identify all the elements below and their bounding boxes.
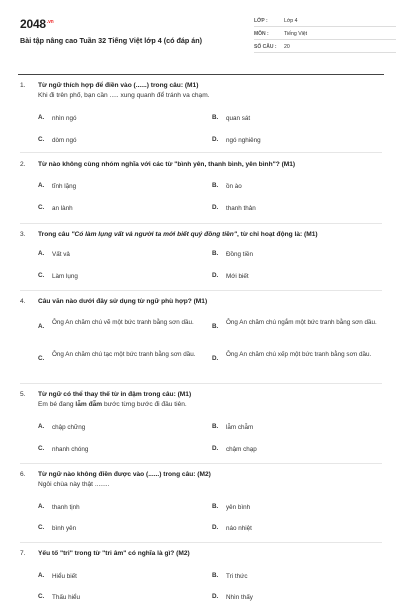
- option-key: C.: [38, 355, 45, 362]
- question-text: Từ ngữ nào không điền được vào (......) trong câu: (M2): [38, 471, 211, 478]
- question-line: [20, 231, 382, 238]
- option-b[interactable]: [212, 250, 376, 259]
- option-b[interactable]: [212, 423, 376, 432]
- question-number: 1.: [20, 82, 26, 89]
- option-key: A.: [38, 323, 45, 330]
- option-key: B.: [212, 503, 219, 510]
- option-text: ngó nghiêng: [226, 137, 261, 144]
- option-key: D.: [212, 355, 219, 362]
- question-7: [20, 550, 382, 557]
- meta-label: SỐ CÂU :: [254, 44, 277, 50]
- option-key: A.: [38, 182, 45, 189]
- option-key: C.: [38, 136, 45, 143]
- meta-value: Lớp 4: [284, 18, 298, 24]
- option-text: Tri thức: [226, 573, 248, 580]
- option-key: A.: [38, 250, 45, 257]
- question-divider: [20, 463, 382, 464]
- option-key: B.: [212, 423, 219, 430]
- option-key: B.: [212, 182, 219, 189]
- question-number: 3.: [20, 231, 26, 238]
- option-a[interactable]: [38, 114, 202, 123]
- option-key: C.: [38, 593, 45, 600]
- question-text-part: , từ chỉ hoạt động là: (M1): [236, 231, 318, 238]
- option-text: Ông An chăm chú xếp một bức tranh bằng sơn dầu.: [226, 351, 372, 358]
- question-text: Từ ngữ thích hợp để điền vào (......) trong câu: (M1): [38, 82, 199, 89]
- question-divider: [20, 152, 382, 153]
- question-line: [20, 550, 382, 557]
- option-b[interactable]: [212, 572, 376, 581]
- question-quote: "Có làm lụng vất vả người ta mới biết quý đồng tiền": [71, 231, 237, 238]
- question-text: Từ nào không cùng nhóm nghĩa với các từ "bình yên, thanh bình, yên bình"? (M1): [38, 161, 296, 168]
- option-d[interactable]: [212, 350, 386, 362]
- meta-value: Tiếng Việt: [284, 31, 308, 37]
- option-d[interactable]: [212, 204, 376, 213]
- sentence-part: Em bé đang: [38, 401, 76, 408]
- question-number: 5.: [20, 391, 26, 398]
- option-key: A.: [38, 114, 45, 121]
- option-text: Ông An chăm chú ngắm một bức tranh bằng sơn dầu.: [226, 319, 377, 326]
- option-text: nhanh chóng: [52, 446, 89, 453]
- option-text: quan sát: [226, 115, 251, 122]
- option-text: Ông An chăm chú vẽ một bức tranh bằng sơn dầu.: [52, 319, 194, 326]
- option-d[interactable]: [212, 445, 376, 454]
- option-c[interactable]: [38, 445, 202, 454]
- option-key: C.: [38, 524, 45, 531]
- question-number: 6.: [20, 471, 26, 478]
- option-a[interactable]: [38, 250, 202, 259]
- option-text: bình yên: [52, 525, 77, 532]
- question-4: [20, 298, 382, 305]
- header-separator: [18, 74, 384, 75]
- option-key: B.: [212, 323, 219, 330]
- option-key: D.: [212, 445, 219, 452]
- document-title: Bài tập nâng cao Tuần 32 Tiếng Việt lớp 4 (có đáp án): [20, 36, 203, 45]
- question-divider: [20, 383, 382, 384]
- option-text: dòm ngó: [52, 137, 77, 144]
- meta-row-count: [254, 42, 396, 53]
- option-c[interactable]: [38, 524, 202, 533]
- option-a[interactable]: [38, 503, 202, 512]
- option-d[interactable]: [212, 593, 376, 602]
- option-text: Mới biết: [226, 273, 249, 280]
- question-text: Yếu tố "tri" trong từ "tri âm" có nghĩa là gì? (M2): [38, 550, 190, 557]
- option-c[interactable]: [38, 593, 202, 602]
- question-line: [20, 298, 382, 305]
- option-a[interactable]: [38, 318, 212, 330]
- question-text: Câu văn nào dưới đây sử dụng từ ngữ phù hợp? (M1): [38, 298, 208, 305]
- question-number: 4.: [20, 298, 26, 305]
- option-d[interactable]: [212, 272, 376, 281]
- sentence-part: bước từng bước đi đầu tiên.: [102, 401, 187, 408]
- meta-row-grade: [254, 16, 396, 27]
- option-text: thanh tịnh: [52, 504, 80, 511]
- option-text: Thấu hiểu: [52, 594, 81, 601]
- option-key: D.: [212, 593, 219, 600]
- meta-row-subject: [254, 29, 396, 40]
- question-1: [20, 82, 382, 99]
- option-key: D.: [212, 272, 219, 279]
- option-text: nhìn ngó: [52, 115, 77, 122]
- sentence-highlight: lẫm đẫm: [75, 401, 103, 408]
- question-divider: [20, 223, 382, 224]
- option-text: yên bình: [226, 504, 251, 511]
- option-b[interactable]: [212, 182, 376, 191]
- option-d[interactable]: [212, 524, 376, 533]
- document-header: [18, 14, 384, 66]
- option-b[interactable]: [212, 503, 376, 512]
- option-key: B.: [212, 114, 219, 121]
- option-a[interactable]: [38, 572, 202, 581]
- option-text: Vất vả: [52, 251, 70, 258]
- option-key: A.: [38, 572, 45, 579]
- option-key: D.: [212, 136, 219, 143]
- option-key: B.: [212, 250, 219, 257]
- question-line: [20, 161, 382, 168]
- option-text: tĩnh lặng: [52, 183, 77, 190]
- option-c[interactable]: [38, 350, 212, 362]
- option-text: chậm chạp: [226, 446, 257, 453]
- question-text: Từ ngữ có thể thay thế từ in đậm trong câu: (M1): [38, 391, 192, 398]
- question-text: [38, 231, 318, 238]
- site-logo[interactable]: [20, 17, 54, 31]
- question-6: [20, 471, 382, 488]
- meta-info: [254, 16, 396, 55]
- option-b[interactable]: [212, 114, 376, 123]
- option-text: an lành: [52, 205, 73, 212]
- question-sentence: Khi đi trên phố, bạn cần ..... xung quanh để tránh va chạm.: [38, 92, 210, 99]
- option-text: Hiểu biết: [52, 573, 77, 580]
- question-5: [20, 391, 382, 408]
- option-text: chập chững: [52, 424, 86, 431]
- option-text: Đồng tiền: [226, 251, 253, 258]
- question-number: 7.: [20, 550, 26, 557]
- option-a[interactable]: [38, 182, 202, 191]
- question-sentence: [20, 401, 382, 408]
- option-key: B.: [212, 572, 219, 579]
- option-key: D.: [212, 204, 219, 211]
- option-a[interactable]: [38, 423, 202, 432]
- option-key: A.: [38, 423, 45, 430]
- question-divider: [20, 542, 382, 543]
- option-text: Nhìn thấy: [226, 594, 253, 601]
- option-text: lẫm chẫm: [226, 424, 254, 431]
- option-c[interactable]: [38, 136, 202, 145]
- question-2: [20, 161, 382, 168]
- logo-suffix: .vn: [46, 19, 54, 25]
- option-d[interactable]: [212, 136, 376, 145]
- option-text: Làm lụng: [52, 273, 78, 280]
- option-key: C.: [38, 204, 45, 211]
- option-c[interactable]: [38, 204, 202, 213]
- meta-label: MÔN :: [254, 31, 269, 37]
- question-line: [20, 391, 382, 398]
- question-line: [20, 471, 382, 478]
- meta-label: LỚP :: [254, 18, 268, 24]
- option-key: D.: [212, 524, 219, 531]
- question-line: [20, 82, 382, 89]
- option-key: C.: [38, 445, 45, 452]
- option-text: náo nhiệt: [226, 525, 252, 532]
- option-text: ồn ào: [226, 183, 242, 190]
- option-b[interactable]: [212, 318, 386, 330]
- option-key: C.: [38, 272, 45, 279]
- option-text: thanh thản: [226, 205, 256, 212]
- question-divider: [20, 290, 382, 291]
- option-key: A.: [38, 503, 45, 510]
- question-3: [20, 231, 382, 238]
- question-sentence: Ngôi chùa này thật ........: [38, 481, 110, 488]
- option-text: Ông An chăm chú tạc một bức tranh bằng sơn dầu.: [52, 351, 196, 358]
- meta-value: 20: [284, 44, 290, 50]
- logo-text: 2048: [20, 17, 46, 31]
- question-number: 2.: [20, 161, 26, 168]
- question-text-part: Trong câu: [38, 231, 72, 238]
- option-c[interactable]: [38, 272, 202, 281]
